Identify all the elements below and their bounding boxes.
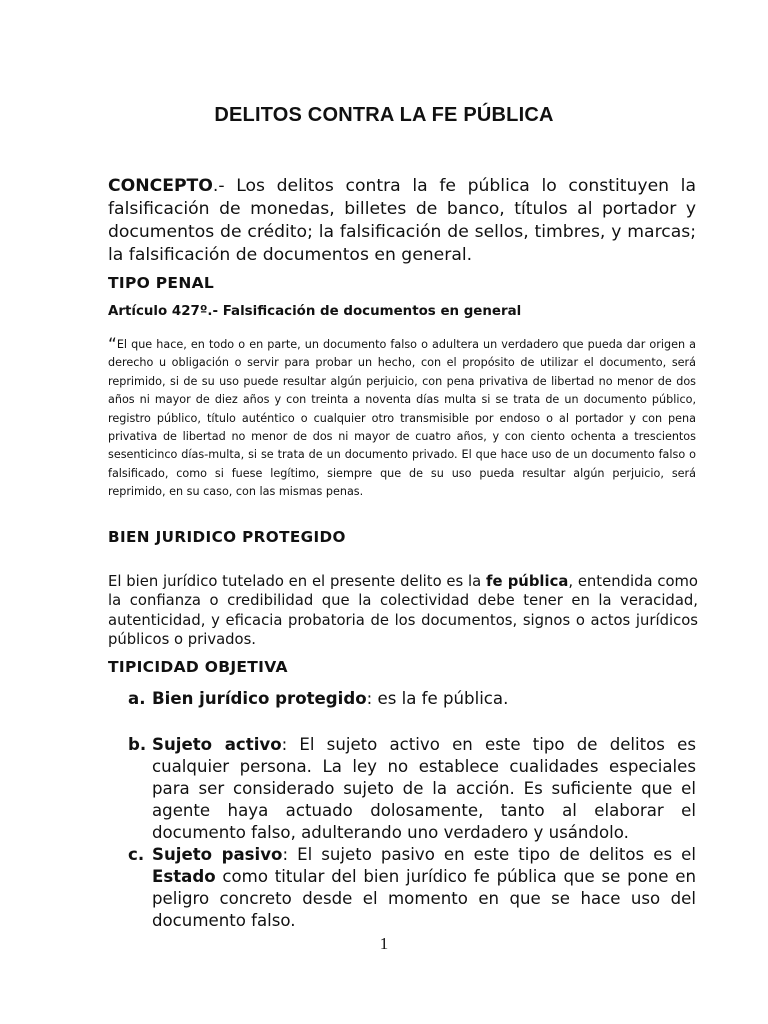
list-item-text-after: como titular del bien jurídico fe pública que se pone en peligro concreto desde el momento en que se hace uso del documento falso. [152, 867, 696, 930]
list-item-label: Bien jurídico protegido [152, 689, 367, 708]
list-item-label: Sujeto pasivo [152, 845, 283, 864]
bien-juridico-bold: fe pública [486, 573, 569, 590]
bien-juridico-text-before: El bien jurídico tutelado en el presente delito es la [108, 573, 486, 590]
bien-juridico-paragraph [108, 572, 698, 650]
list-item-text: : El sujeto activo en este tipo de delitos es cualquier persona. La ley no establece cualidades especiales para ser considerado sujeto de la acción. Es suficiente que el agente haya actuado dolosamente, tanto al elaborar el documento falso, adulterando uno verdadero y usándolo. [152, 735, 697, 842]
bien-juridico-heading: BIEN JURIDICO PROTEGIDO [108, 528, 346, 546]
tipo-penal-heading: TIPO PENAL [108, 274, 215, 292]
concepto-text: .- Los delitos contra la fe pública lo constituyen la falsificación de monedas, billetes de banco, títulos al portador y documentos de crédito; la falsificación de sellos, timbres, y marcas; la falsificación de documentos en general. [108, 176, 696, 265]
list-marker: c. [128, 845, 145, 864]
list-marker: a. [128, 689, 146, 708]
list-item-label: Sujeto activo [152, 735, 282, 754]
list-item-bold: Estado [152, 867, 216, 886]
concepto-paragraph [108, 175, 696, 267]
articulo-quote-text: El que hace, en todo o en parte, un documento falso o adultera un verdadero que pueda dar origen a derecho u obligación o servir para probar un hecho, con el propósito de utilizar el documento, será reprimido, si de su uso puede resultar algún perjuicio, con pena privativa de libertad no menor de dos años ni mayor de diez años y con treinta a noventa días multa si se trata de un documento público, registro público, título auténtico o cualquier otro transmisible por endoso o al portador y con pena privativa de libertad no menor de dos ni mayor de cuatro años, y con ciento ochenta a trescientos sesenticinco días-multa, si se trata de un documento privado. El que hace uso de un documento falso o falsificado, como si fuese legítimo, siempre que de su uso pueda resultar algún perjuicio, será reprimido, en su caso, con las mismas penas. [108, 338, 696, 499]
tipicidad-objetiva-heading: TIPICIDAD OBJETIVA [108, 658, 288, 676]
list-item-text-before: : El sujeto pasivo en este tipo de delitos es el [282, 845, 696, 864]
list-item-sujeto-pasivo [128, 844, 696, 932]
list-item-sujeto-activo [128, 734, 696, 844]
list-item-text: : es la fe pública. [366, 689, 509, 708]
bien-juridico-text-after: , entendida como la confianza o credibilidad que la colectividad debe tener en la veracidad, autenticidad, y eficacia probatoria de los documentos, signos o actos jurídicos públicos o privados. [108, 573, 698, 649]
list-marker: b. [128, 735, 147, 754]
tipicidad-list [128, 688, 696, 932]
concepto-label: CONCEPTO [108, 176, 213, 196]
opening-quote-mark: “ [108, 335, 117, 355]
page-number: 1 [379, 934, 389, 953]
articulo-quote [108, 336, 696, 502]
document-title: DELITOS CONTRA LA FE PÚBLICA [214, 104, 554, 126]
list-item-bien-juridico [128, 688, 696, 710]
articulo-heading: Artículo 427º.- Falsificación de documentos en general [108, 304, 522, 319]
